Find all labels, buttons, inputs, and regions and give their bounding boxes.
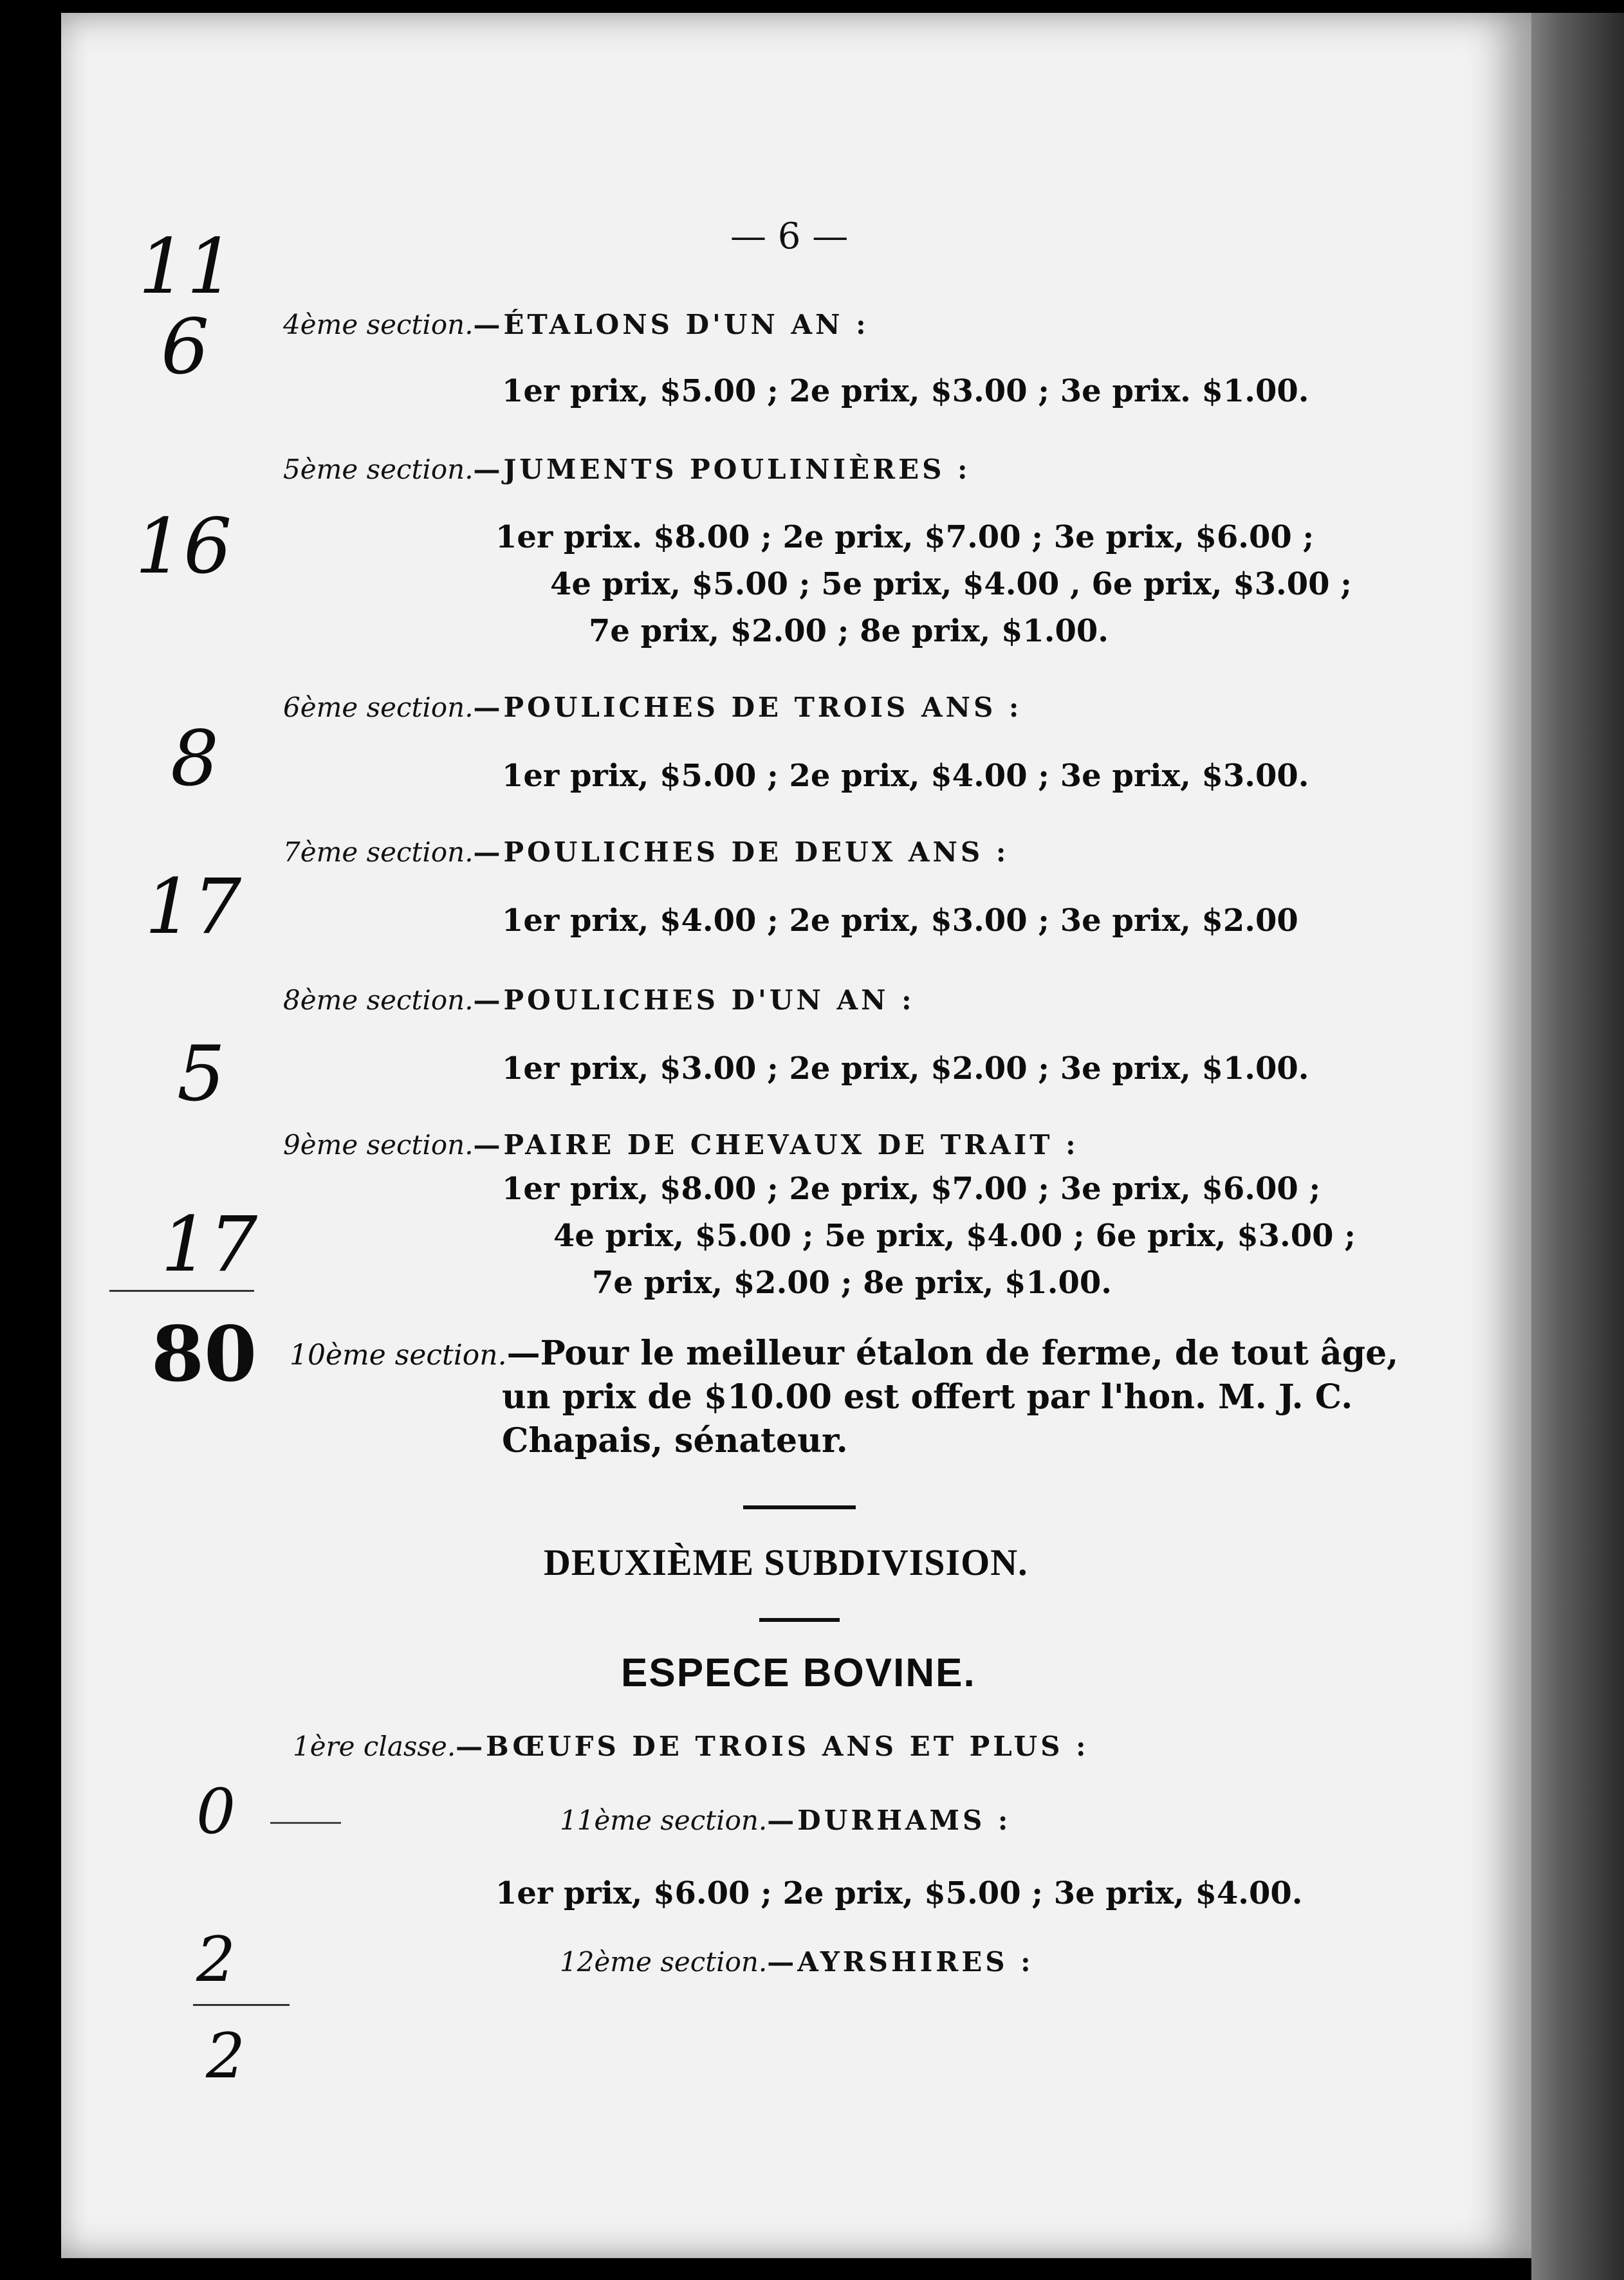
handwritten-tally: 0 — [196, 1776, 236, 1848]
section-heading: 7ème section.—POULICHES DE DEUX ANS : — [283, 836, 1010, 868]
handwritten-tally: 6 — [161, 302, 210, 391]
tally-line — [193, 2004, 290, 2006]
section-paragraph-line: un prix de $10.00 est offert par l'hon. M. J. C. — [502, 1377, 1353, 1417]
binding-edge — [1531, 13, 1624, 2280]
handwritten-tally: 17 — [161, 1200, 258, 1289]
handwritten-tally-total: 80 — [151, 1309, 257, 1399]
handwritten-tally: 11 — [138, 222, 235, 311]
handwritten-tally: 8 — [171, 714, 219, 803]
section-paragraph-line: Chapais, sénateur. — [502, 1421, 848, 1460]
prize-line: 1er prix, $6.00 ; 2e prix, $5.00 ; 3e prix, $4.00. — [495, 1875, 1303, 1911]
section-heading: 5ème section.—JUMENTS POULINIÈRES : — [283, 454, 971, 485]
section-heading: 4ème section.—ÉTALONS D'UN AN : — [283, 309, 869, 340]
prize-line: 1er prix, $3.00 ; 2e prix, $2.00 ; 3e prix, $1.00. — [502, 1051, 1309, 1087]
handwritten-tally: 17 — [145, 862, 242, 951]
section-heading: 12ème section.—AYRSHIRES : — [560, 1946, 1034, 1978]
section-heading: 11ème section.—DURHAMS : — [560, 1805, 1011, 1836]
tally-sum-line — [109, 1290, 254, 1292]
handwritten-tally: 16 — [135, 502, 232, 591]
prize-line: 7e prix, $2.00 ; 8e prix, $1.00. — [592, 1265, 1112, 1301]
prize-line: 4e prix, $5.00 ; 5e prix, $4.00 ; 6e prix, $3.00 ; — [553, 1218, 1356, 1254]
prize-line: 1er prix, $5.00 ; 2e prix, $4.00 ; 3e prix, $3.00. — [502, 758, 1309, 794]
divider-rule — [759, 1618, 840, 1622]
subdivision-title: DEUXIÈME SUBDIVISION. — [544, 1541, 1028, 1583]
margin-dash — [270, 1822, 341, 1824]
handwritten-tally: 2 — [206, 2020, 246, 2092]
prize-line: 1er prix, $8.00 ; 2e prix, $7.00 ; 3e prix, $6.00 ; — [502, 1171, 1321, 1207]
divider-rule — [743, 1505, 856, 1509]
section-heading: 9ème section.—PAIRE DE CHEVAUX DE TRAIT : — [283, 1129, 1079, 1161]
class-heading: 1ère classe.—BŒUFS DE TROIS ANS ET PLUS : — [293, 1731, 1089, 1762]
handwritten-tally: 5 — [177, 1029, 226, 1118]
page-number: — 6 — — [730, 216, 849, 257]
prize-line: 4e prix, $5.00 ; 5e prix, $4.00 , 6e prix, $3.00 ; — [550, 566, 1352, 602]
prize-line: 1er prix, $4.00 ; 2e prix, $3.00 ; 3e prix, $2.00 — [502, 903, 1298, 939]
handwritten-tally: 2 — [196, 1924, 236, 1996]
section-paragraph: 10ème section.—Pour le meilleur étalon de ferme, de tout âge, — [290, 1334, 1399, 1373]
section-heading: 6ème section.—POULICHES DE TROIS ANS : — [283, 692, 1022, 723]
prize-line: 7e prix, $2.00 ; 8e prix, $1.00. — [589, 613, 1109, 649]
prize-line: 1er prix, $5.00 ; 2e prix, $3.00 ; 3e prix. $1.00. — [502, 373, 1309, 409]
species-title: ESPECE BOVINE. — [621, 1651, 976, 1695]
prize-line: 1er prix. $8.00 ; 2e prix, $7.00 ; 3e prix, $6.00 ; — [495, 519, 1315, 555]
section-heading: 8ème section.—POULICHES D'UN AN : — [283, 984, 915, 1016]
